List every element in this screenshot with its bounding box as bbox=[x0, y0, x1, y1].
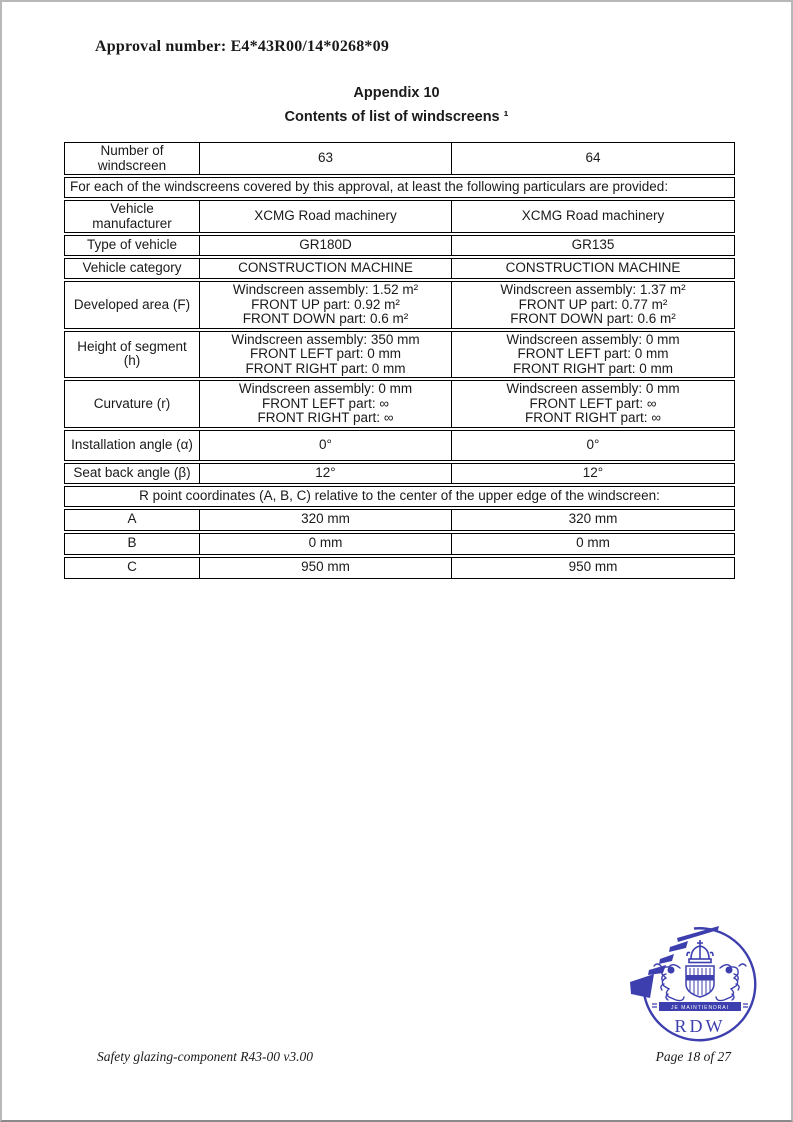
row-label-cell: Developed area (F) bbox=[73, 296, 191, 312]
col-64-cell: 0 mm bbox=[451, 534, 734, 554]
table-row-r-point-heading bbox=[64, 486, 735, 507]
cell-line: Windscreen assembly: 0 mm bbox=[238, 381, 413, 396]
windscreen-table bbox=[64, 142, 735, 579]
cell-line: Windscreen assembly: 1.52 m² bbox=[232, 282, 419, 297]
cell-line: FRONT LEFT part: 0 mm bbox=[249, 346, 402, 361]
r-point-heading-cell: R point coordinates (A, B, C) relative to the center of the upper edge of the windscreen: bbox=[139, 487, 660, 503]
cell-line: FRONT RIGHT part: 0 mm bbox=[245, 360, 406, 376]
col-64-cell: 12° bbox=[451, 464, 734, 483]
appendix-title: Appendix 10 bbox=[353, 85, 440, 101]
table-row-curvature bbox=[64, 380, 735, 428]
row-label-cell: Type of vehicle bbox=[86, 237, 178, 253]
col-64-cell bbox=[451, 381, 734, 427]
col-64-cell bbox=[451, 282, 734, 328]
col-63-cell: 0° bbox=[199, 431, 451, 460]
cell-line: Windscreen assembly: 0 mm bbox=[506, 331, 680, 347]
footer-page-number: Page 18 of 27 bbox=[655, 1049, 731, 1064]
col-63-cell: 63 bbox=[199, 143, 451, 174]
row-label-cell: Curvature (r) bbox=[93, 395, 171, 411]
table-row-vehicle-category bbox=[64, 258, 735, 279]
row-label-cell: Number of windscreen bbox=[97, 143, 167, 173]
cell-line: FRONT LEFT part: ∞ bbox=[262, 395, 389, 411]
col-63-cell: 320 mm bbox=[199, 510, 451, 530]
col-63-cell bbox=[199, 332, 451, 378]
cell-line: FRONT DOWN part: 0.6 m² bbox=[242, 311, 409, 326]
cell-line: FRONT UP part: 0.92 m² bbox=[251, 296, 400, 312]
row-label-cell: Seat back angle (β) bbox=[73, 464, 191, 480]
col-63-cell: 0 mm bbox=[199, 534, 451, 554]
table-row-seat-back-angle bbox=[64, 463, 735, 484]
cell-line: FRONT UP part: 0.77 m² bbox=[518, 296, 668, 312]
cell-line: FRONT RIGHT part: ∞ bbox=[257, 410, 394, 425]
table-row-coordinate-c bbox=[64, 557, 735, 579]
cell-line: Windscreen assembly: 350 mm bbox=[231, 331, 420, 347]
approval-number: Approval number: E4*43R00/14*0268*09 bbox=[95, 38, 390, 55]
stamp-motto: JE MAINTIENDRAI bbox=[670, 1004, 730, 1011]
cell-line: FRONT RIGHT part: ∞ bbox=[525, 410, 661, 425]
col-63-cell: 12° bbox=[199, 464, 451, 483]
col-64-cell: XCMG Road machinery bbox=[451, 201, 734, 232]
stamp-org-label: RDW bbox=[674, 1016, 726, 1036]
row-label-cell: Vehicle category bbox=[82, 260, 182, 276]
table-row-number-of-windscreen bbox=[64, 142, 735, 175]
row-label-cell: Vehicle manufacturer bbox=[92, 201, 172, 231]
rdw-stamp-icon bbox=[622, 922, 774, 1046]
cell-line: FRONT RIGHT part: 0 mm bbox=[512, 360, 674, 376]
footer-document-version: Safety glazing-component R43-00 v3.00 bbox=[97, 1049, 313, 1064]
col-63-cell: GR180D bbox=[199, 236, 451, 255]
row-label-cell: Installation angle (α) bbox=[71, 436, 193, 452]
col-64-cell: 64 bbox=[451, 143, 734, 174]
row-label-cell: C bbox=[127, 559, 137, 575]
cell-line: FRONT LEFT part: 0 mm bbox=[517, 346, 669, 361]
col-63-cell: 950 mm bbox=[199, 558, 451, 578]
row-label-cell: Height of segment (h) bbox=[77, 338, 187, 369]
row-label-cell: A bbox=[127, 511, 137, 527]
table-row-coordinate-a bbox=[64, 509, 735, 531]
col-64-cell: 950 mm bbox=[451, 558, 734, 578]
table-row-coordinate-b bbox=[64, 533, 735, 555]
col-63-cell: CONSTRUCTION MACHINE bbox=[199, 259, 451, 278]
cell-line: FRONT LEFT part: ∞ bbox=[529, 395, 657, 411]
table-row-developed-area bbox=[64, 281, 735, 329]
cell-line: Windscreen assembly: 0 mm bbox=[506, 381, 680, 396]
note-cell: For each of the windscreens covered by this approval, at least the following particulars are provided: bbox=[70, 179, 669, 195]
col-64-cell: GR135 bbox=[451, 236, 734, 255]
table-row-installation-angle bbox=[64, 430, 735, 461]
row-label-cell: B bbox=[127, 535, 137, 551]
cell-line: Windscreen assembly: 1.37 m² bbox=[500, 282, 686, 297]
col-63-cell: XCMG Road machinery bbox=[199, 201, 451, 232]
table-row-type-of-vehicle bbox=[64, 235, 735, 256]
col-63-cell bbox=[199, 282, 451, 328]
col-63-cell bbox=[199, 381, 451, 427]
col-64-cell bbox=[451, 332, 734, 378]
col-64-cell: CONSTRUCTION MACHINE bbox=[451, 259, 734, 278]
table-row-note bbox=[64, 177, 735, 198]
table-row-vehicle-manufacturer bbox=[64, 200, 735, 233]
contents-title: Contents of list of windscreens ¹ bbox=[284, 109, 509, 125]
title-block bbox=[2, 85, 791, 125]
cell-line: FRONT DOWN part: 0.6 m² bbox=[510, 311, 676, 326]
col-64-cell: 320 mm bbox=[451, 510, 734, 530]
table-row-height-of-segment bbox=[64, 331, 735, 379]
col-64-cell: 0° bbox=[451, 431, 734, 460]
